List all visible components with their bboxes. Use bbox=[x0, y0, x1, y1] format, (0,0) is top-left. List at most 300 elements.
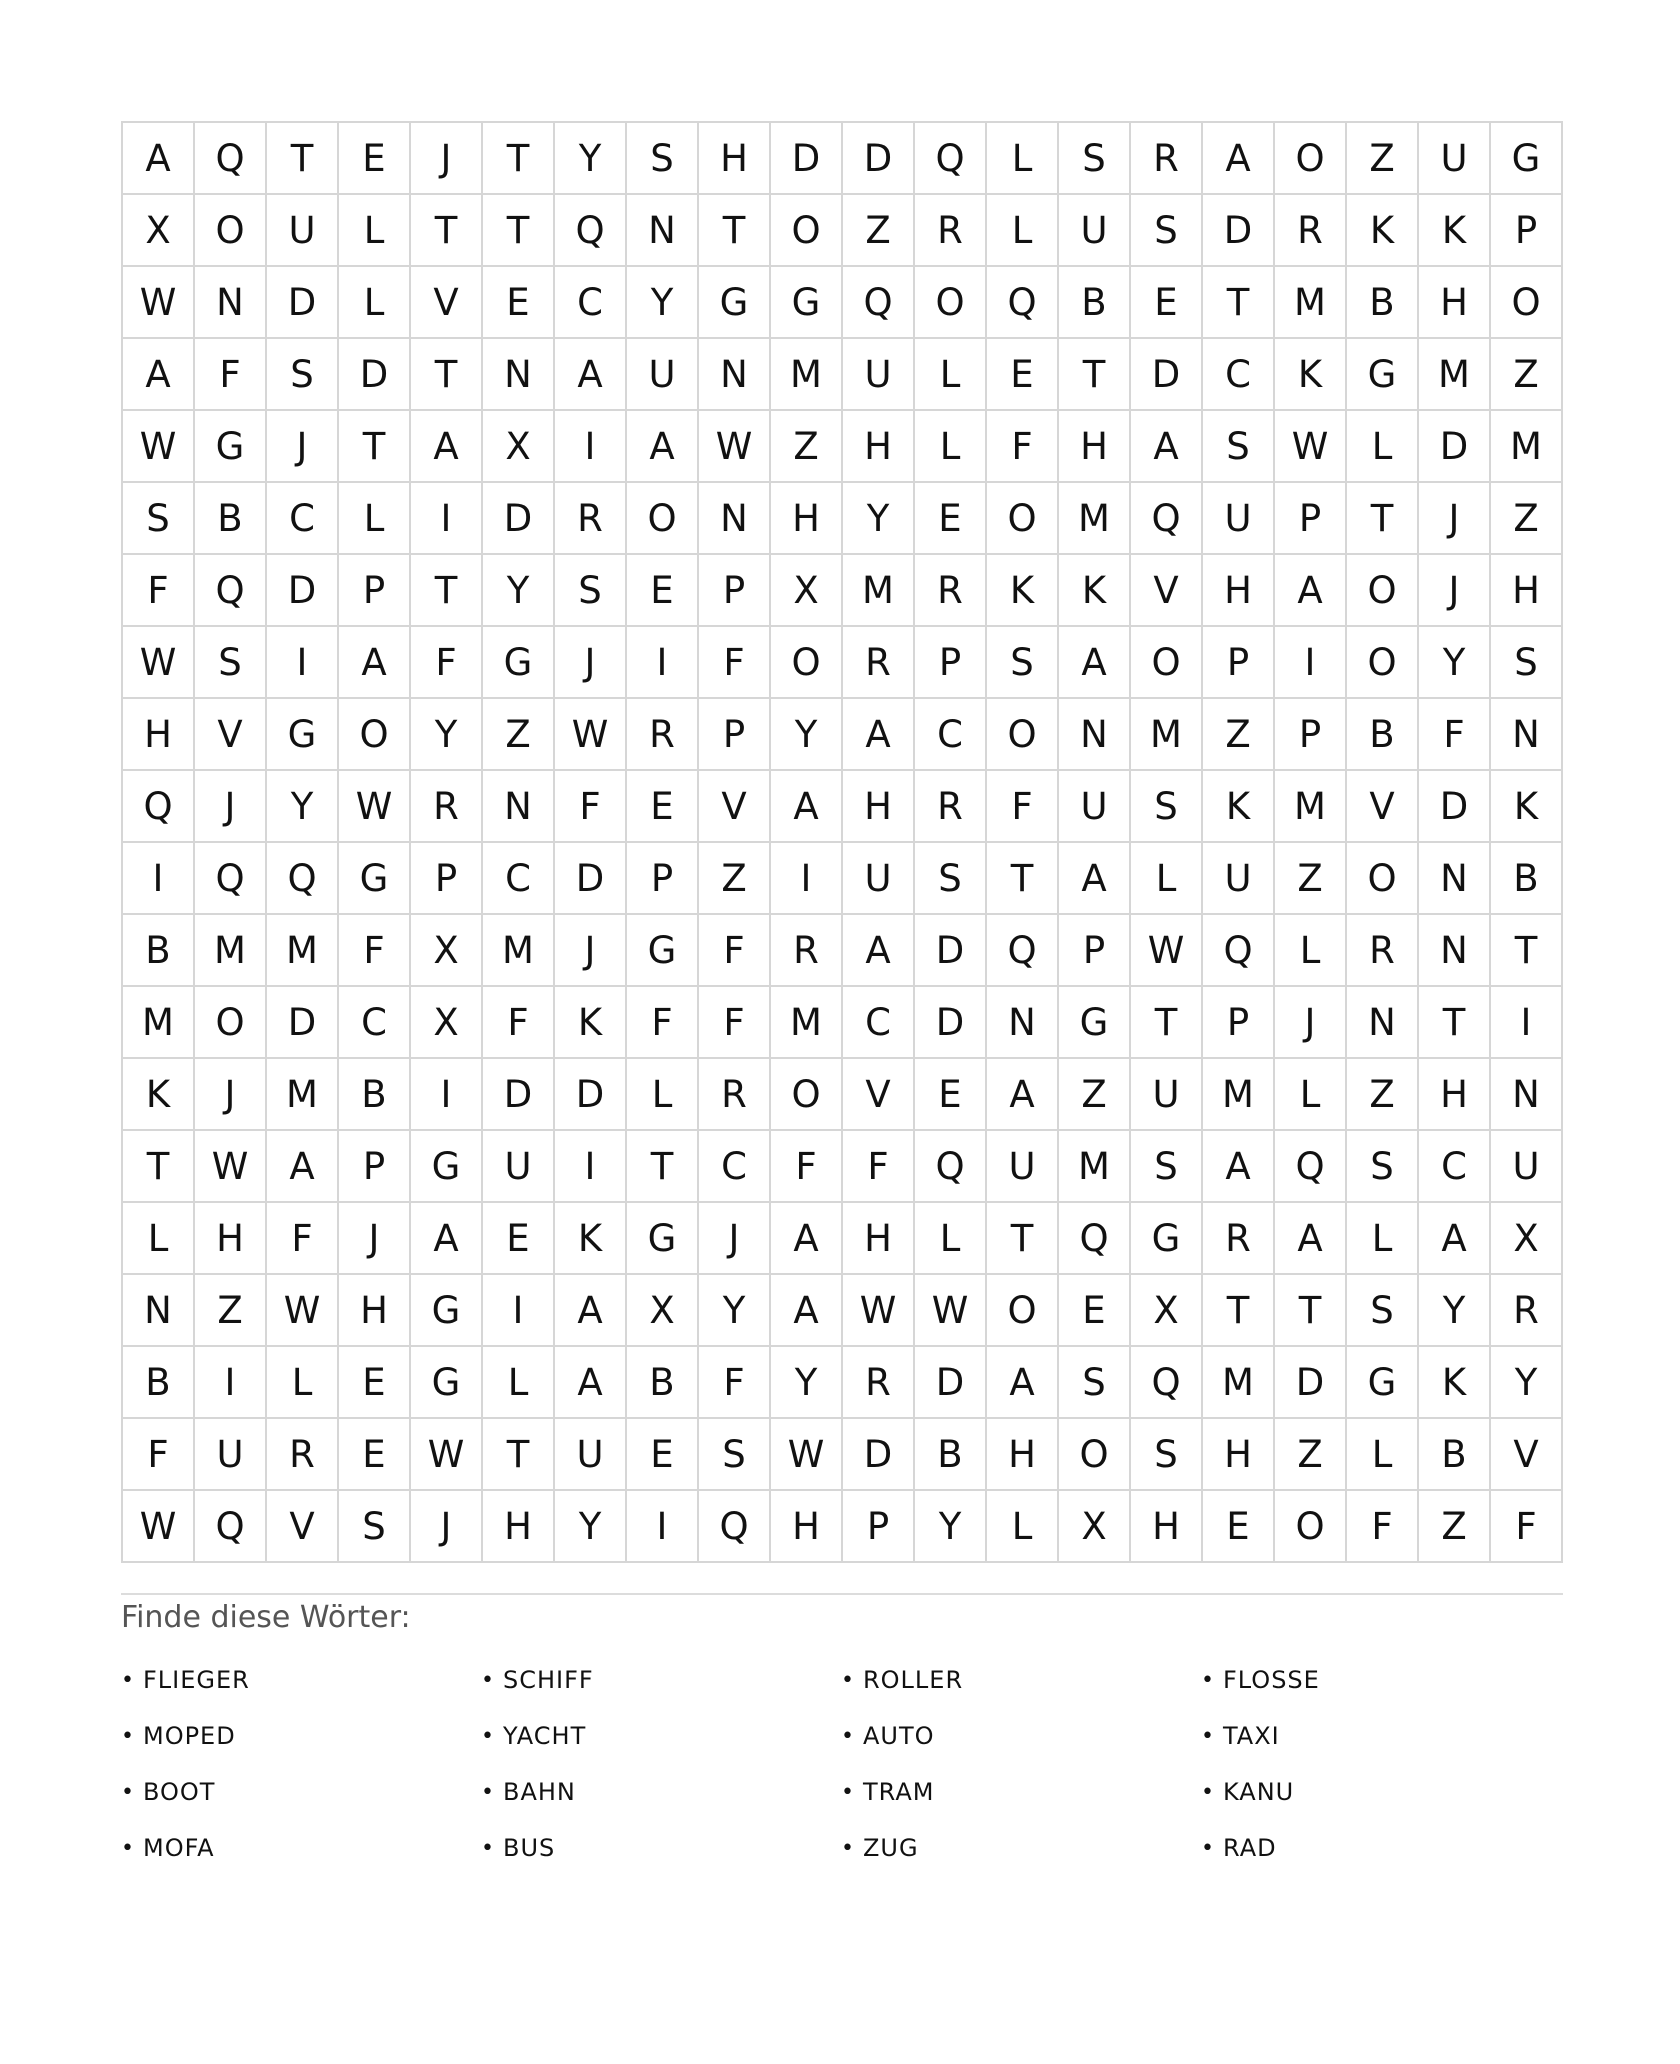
grid-cell[interactable]: G bbox=[627, 1203, 699, 1275]
grid-cell[interactable]: I bbox=[411, 1059, 483, 1131]
grid-cell[interactable]: I bbox=[1275, 627, 1347, 699]
grid-cell[interactable]: O bbox=[1491, 267, 1563, 339]
grid-cell[interactable]: O bbox=[987, 1275, 1059, 1347]
grid-cell[interactable]: Z bbox=[1347, 123, 1419, 195]
grid-cell[interactable]: F bbox=[123, 555, 195, 627]
grid-cell[interactable]: M bbox=[483, 915, 555, 987]
grid-cell[interactable]: G bbox=[1491, 123, 1563, 195]
grid-cell[interactable]: E bbox=[627, 555, 699, 627]
grid-cell[interactable]: Q bbox=[1203, 915, 1275, 987]
grid-cell[interactable]: A bbox=[1203, 1131, 1275, 1203]
grid-cell[interactable]: O bbox=[195, 987, 267, 1059]
grid-cell[interactable]: R bbox=[915, 771, 987, 843]
grid-cell[interactable]: E bbox=[339, 123, 411, 195]
grid-cell[interactable]: Y bbox=[555, 1491, 627, 1563]
grid-cell[interactable]: H bbox=[339, 1275, 411, 1347]
grid-cell[interactable]: B bbox=[1491, 843, 1563, 915]
grid-cell[interactable]: Z bbox=[195, 1275, 267, 1347]
grid-cell[interactable]: L bbox=[987, 123, 1059, 195]
grid-cell[interactable]: H bbox=[1419, 1059, 1491, 1131]
grid-cell[interactable]: U bbox=[843, 843, 915, 915]
grid-cell[interactable]: O bbox=[771, 195, 843, 267]
grid-cell[interactable]: L bbox=[627, 1059, 699, 1131]
grid-cell[interactable]: G bbox=[771, 267, 843, 339]
grid-cell[interactable]: A bbox=[555, 339, 627, 411]
grid-cell[interactable]: Y bbox=[771, 699, 843, 771]
grid-cell[interactable]: L bbox=[987, 195, 1059, 267]
grid-cell[interactable]: H bbox=[1131, 1491, 1203, 1563]
grid-cell[interactable]: S bbox=[699, 1419, 771, 1491]
grid-cell[interactable]: T bbox=[987, 843, 1059, 915]
grid-cell[interactable]: N bbox=[1491, 1059, 1563, 1131]
grid-cell[interactable]: M bbox=[771, 987, 843, 1059]
grid-cell[interactable]: P bbox=[339, 1131, 411, 1203]
grid-cell[interactable]: F bbox=[699, 627, 771, 699]
grid-cell[interactable]: N bbox=[987, 987, 1059, 1059]
grid-cell[interactable]: D bbox=[1203, 195, 1275, 267]
grid-cell[interactable]: K bbox=[1419, 1347, 1491, 1419]
grid-cell[interactable]: B bbox=[1419, 1419, 1491, 1491]
grid-cell[interactable]: F bbox=[123, 1419, 195, 1491]
grid-cell[interactable]: Y bbox=[915, 1491, 987, 1563]
grid-cell[interactable]: V bbox=[699, 771, 771, 843]
grid-cell[interactable]: W bbox=[123, 267, 195, 339]
grid-cell[interactable]: C bbox=[843, 987, 915, 1059]
grid-cell[interactable]: K bbox=[1347, 195, 1419, 267]
grid-cell[interactable]: N bbox=[1491, 699, 1563, 771]
grid-cell[interactable]: D bbox=[267, 267, 339, 339]
grid-cell[interactable]: P bbox=[411, 843, 483, 915]
grid-cell[interactable]: V bbox=[411, 267, 483, 339]
grid-cell[interactable]: M bbox=[1203, 1347, 1275, 1419]
grid-cell[interactable]: C bbox=[339, 987, 411, 1059]
grid-cell[interactable]: Y bbox=[843, 483, 915, 555]
grid-cell[interactable]: J bbox=[1275, 987, 1347, 1059]
grid-cell[interactable]: E bbox=[627, 771, 699, 843]
grid-cell[interactable]: S bbox=[1347, 1275, 1419, 1347]
grid-cell[interactable]: Q bbox=[555, 195, 627, 267]
grid-cell[interactable]: T bbox=[1203, 267, 1275, 339]
grid-cell[interactable]: P bbox=[339, 555, 411, 627]
grid-cell[interactable]: K bbox=[1059, 555, 1131, 627]
grid-cell[interactable]: D bbox=[1419, 771, 1491, 843]
grid-cell[interactable]: I bbox=[627, 1491, 699, 1563]
grid-cell[interactable]: L bbox=[1347, 411, 1419, 483]
grid-cell[interactable]: W bbox=[915, 1275, 987, 1347]
grid-cell[interactable]: M bbox=[195, 915, 267, 987]
grid-cell[interactable]: T bbox=[267, 123, 339, 195]
grid-cell[interactable]: S bbox=[1131, 195, 1203, 267]
grid-cell[interactable]: Q bbox=[699, 1491, 771, 1563]
grid-cell[interactable]: W bbox=[339, 771, 411, 843]
grid-cell[interactable]: Q bbox=[123, 771, 195, 843]
grid-cell[interactable]: P bbox=[699, 699, 771, 771]
grid-cell[interactable]: S bbox=[339, 1491, 411, 1563]
grid-cell[interactable]: U bbox=[1059, 195, 1131, 267]
grid-cell[interactable]: Q bbox=[195, 843, 267, 915]
grid-cell[interactable]: Q bbox=[195, 555, 267, 627]
grid-cell[interactable]: K bbox=[1275, 339, 1347, 411]
grid-cell[interactable]: W bbox=[699, 411, 771, 483]
grid-cell[interactable]: A bbox=[1059, 627, 1131, 699]
grid-cell[interactable]: T bbox=[339, 411, 411, 483]
grid-cell[interactable]: R bbox=[915, 195, 987, 267]
grid-cell[interactable]: S bbox=[987, 627, 1059, 699]
grid-cell[interactable]: L bbox=[1275, 1059, 1347, 1131]
grid-cell[interactable]: A bbox=[1059, 843, 1131, 915]
grid-cell[interactable]: V bbox=[1347, 771, 1419, 843]
grid-cell[interactable]: S bbox=[1059, 123, 1131, 195]
grid-cell[interactable]: G bbox=[1347, 1347, 1419, 1419]
grid-cell[interactable]: G bbox=[1131, 1203, 1203, 1275]
grid-cell[interactable]: Y bbox=[627, 267, 699, 339]
grid-cell[interactable]: Q bbox=[987, 267, 1059, 339]
grid-cell[interactable]: G bbox=[339, 843, 411, 915]
grid-cell[interactable]: A bbox=[267, 1131, 339, 1203]
grid-cell[interactable]: A bbox=[771, 1275, 843, 1347]
grid-cell[interactable]: Z bbox=[1203, 699, 1275, 771]
grid-cell[interactable]: G bbox=[483, 627, 555, 699]
grid-cell[interactable]: S bbox=[1203, 411, 1275, 483]
grid-cell[interactable]: B bbox=[339, 1059, 411, 1131]
grid-cell[interactable]: R bbox=[1347, 915, 1419, 987]
grid-cell[interactable]: F bbox=[555, 771, 627, 843]
grid-cell[interactable]: J bbox=[339, 1203, 411, 1275]
grid-cell[interactable]: G bbox=[411, 1347, 483, 1419]
grid-cell[interactable]: D bbox=[915, 915, 987, 987]
grid-cell[interactable]: Y bbox=[267, 771, 339, 843]
grid-cell[interactable]: C bbox=[699, 1131, 771, 1203]
grid-cell[interactable]: L bbox=[339, 267, 411, 339]
grid-cell[interactable]: C bbox=[555, 267, 627, 339]
grid-cell[interactable]: T bbox=[411, 195, 483, 267]
grid-cell[interactable]: H bbox=[987, 1419, 1059, 1491]
grid-cell[interactable]: M bbox=[843, 555, 915, 627]
grid-cell[interactable]: Z bbox=[483, 699, 555, 771]
grid-cell[interactable]: G bbox=[627, 915, 699, 987]
grid-cell[interactable]: Q bbox=[987, 915, 1059, 987]
grid-cell[interactable]: J bbox=[267, 411, 339, 483]
grid-cell[interactable]: O bbox=[1275, 1491, 1347, 1563]
grid-cell[interactable]: H bbox=[483, 1491, 555, 1563]
grid-cell[interactable]: G bbox=[1059, 987, 1131, 1059]
grid-cell[interactable]: O bbox=[915, 267, 987, 339]
grid-cell[interactable]: T bbox=[483, 195, 555, 267]
grid-cell[interactable]: F bbox=[483, 987, 555, 1059]
grid-cell[interactable]: O bbox=[1131, 627, 1203, 699]
grid-cell[interactable]: B bbox=[627, 1347, 699, 1419]
grid-cell[interactable]: K bbox=[1203, 771, 1275, 843]
grid-cell[interactable]: J bbox=[699, 1203, 771, 1275]
grid-cell[interactable]: T bbox=[627, 1131, 699, 1203]
grid-cell[interactable]: H bbox=[843, 1203, 915, 1275]
grid-cell[interactable]: M bbox=[1275, 771, 1347, 843]
grid-cell[interactable]: T bbox=[411, 555, 483, 627]
grid-cell[interactable]: E bbox=[987, 339, 1059, 411]
grid-cell[interactable]: F bbox=[699, 987, 771, 1059]
grid-cell[interactable]: T bbox=[483, 123, 555, 195]
grid-cell[interactable]: Q bbox=[1275, 1131, 1347, 1203]
grid-cell[interactable]: F bbox=[411, 627, 483, 699]
grid-cell[interactable]: A bbox=[411, 411, 483, 483]
grid-cell[interactable]: U bbox=[555, 1419, 627, 1491]
grid-cell[interactable]: C bbox=[483, 843, 555, 915]
grid-cell[interactable]: U bbox=[1203, 843, 1275, 915]
grid-cell[interactable]: T bbox=[483, 1419, 555, 1491]
grid-cell[interactable]: A bbox=[123, 339, 195, 411]
grid-cell[interactable]: Z bbox=[771, 411, 843, 483]
grid-cell[interactable]: B bbox=[1347, 699, 1419, 771]
grid-cell[interactable]: A bbox=[1203, 123, 1275, 195]
grid-cell[interactable]: X bbox=[411, 915, 483, 987]
grid-cell[interactable]: B bbox=[915, 1419, 987, 1491]
grid-cell[interactable]: S bbox=[1347, 1131, 1419, 1203]
grid-cell[interactable]: L bbox=[483, 1347, 555, 1419]
grid-cell[interactable]: G bbox=[699, 267, 771, 339]
grid-cell[interactable]: V bbox=[267, 1491, 339, 1563]
grid-cell[interactable]: H bbox=[1059, 411, 1131, 483]
grid-cell[interactable]: X bbox=[1059, 1491, 1131, 1563]
grid-cell[interactable]: A bbox=[1275, 1203, 1347, 1275]
grid-cell[interactable]: Q bbox=[915, 123, 987, 195]
grid-cell[interactable]: D bbox=[267, 987, 339, 1059]
grid-cell[interactable]: J bbox=[195, 771, 267, 843]
grid-cell[interactable]: J bbox=[411, 123, 483, 195]
grid-cell[interactable]: E bbox=[915, 1059, 987, 1131]
grid-cell[interactable]: S bbox=[1059, 1347, 1131, 1419]
grid-cell[interactable]: T bbox=[1347, 483, 1419, 555]
grid-cell[interactable]: H bbox=[843, 411, 915, 483]
grid-cell[interactable]: D bbox=[1419, 411, 1491, 483]
grid-cell[interactable]: I bbox=[483, 1275, 555, 1347]
grid-cell[interactable]: L bbox=[123, 1203, 195, 1275]
grid-cell[interactable]: X bbox=[771, 555, 843, 627]
grid-cell[interactable]: C bbox=[1419, 1131, 1491, 1203]
grid-cell[interactable]: R bbox=[699, 1059, 771, 1131]
grid-cell[interactable]: X bbox=[123, 195, 195, 267]
grid-cell[interactable]: R bbox=[843, 1347, 915, 1419]
grid-cell[interactable]: H bbox=[1203, 1419, 1275, 1491]
grid-cell[interactable]: Z bbox=[1491, 483, 1563, 555]
grid-cell[interactable]: U bbox=[195, 1419, 267, 1491]
grid-cell[interactable]: D bbox=[915, 1347, 987, 1419]
grid-cell[interactable]: R bbox=[627, 699, 699, 771]
grid-cell[interactable]: B bbox=[195, 483, 267, 555]
grid-cell[interactable]: U bbox=[483, 1131, 555, 1203]
grid-cell[interactable]: Q bbox=[1131, 1347, 1203, 1419]
grid-cell[interactable]: A bbox=[1131, 411, 1203, 483]
grid-cell[interactable]: I bbox=[555, 1131, 627, 1203]
grid-cell[interactable]: F bbox=[627, 987, 699, 1059]
grid-cell[interactable]: D bbox=[555, 843, 627, 915]
grid-cell[interactable]: V bbox=[1131, 555, 1203, 627]
grid-cell[interactable]: J bbox=[555, 915, 627, 987]
grid-cell[interactable]: F bbox=[195, 339, 267, 411]
grid-cell[interactable]: E bbox=[1203, 1491, 1275, 1563]
grid-cell[interactable]: K bbox=[123, 1059, 195, 1131]
grid-cell[interactable]: G bbox=[195, 411, 267, 483]
grid-cell[interactable]: O bbox=[771, 1059, 843, 1131]
grid-cell[interactable]: S bbox=[195, 627, 267, 699]
grid-cell[interactable]: R bbox=[771, 915, 843, 987]
grid-cell[interactable]: S bbox=[1131, 771, 1203, 843]
grid-cell[interactable]: H bbox=[843, 771, 915, 843]
grid-cell[interactable]: P bbox=[1203, 627, 1275, 699]
grid-cell[interactable]: R bbox=[915, 555, 987, 627]
grid-cell[interactable]: J bbox=[1419, 555, 1491, 627]
grid-cell[interactable]: C bbox=[915, 699, 987, 771]
grid-cell[interactable]: X bbox=[1131, 1275, 1203, 1347]
grid-cell[interactable]: K bbox=[555, 1203, 627, 1275]
grid-cell[interactable]: E bbox=[339, 1347, 411, 1419]
grid-cell[interactable]: Y bbox=[483, 555, 555, 627]
grid-cell[interactable]: B bbox=[1347, 267, 1419, 339]
grid-cell[interactable]: P bbox=[1275, 699, 1347, 771]
grid-cell[interactable]: Q bbox=[195, 1491, 267, 1563]
grid-cell[interactable]: Y bbox=[771, 1347, 843, 1419]
grid-cell[interactable]: A bbox=[411, 1203, 483, 1275]
grid-cell[interactable]: Q bbox=[843, 267, 915, 339]
grid-cell[interactable]: A bbox=[1419, 1203, 1491, 1275]
grid-cell[interactable]: D bbox=[483, 483, 555, 555]
grid-cell[interactable]: A bbox=[627, 411, 699, 483]
grid-cell[interactable]: N bbox=[1347, 987, 1419, 1059]
grid-cell[interactable]: A bbox=[987, 1059, 1059, 1131]
grid-cell[interactable]: O bbox=[195, 195, 267, 267]
grid-cell[interactable]: R bbox=[411, 771, 483, 843]
grid-cell[interactable]: F bbox=[699, 1347, 771, 1419]
grid-cell[interactable]: K bbox=[555, 987, 627, 1059]
grid-cell[interactable]: G bbox=[411, 1131, 483, 1203]
grid-cell[interactable]: R bbox=[1491, 1275, 1563, 1347]
grid-cell[interactable]: L bbox=[267, 1347, 339, 1419]
grid-cell[interactable]: I bbox=[411, 483, 483, 555]
grid-cell[interactable]: Y bbox=[699, 1275, 771, 1347]
grid-cell[interactable]: N bbox=[1059, 699, 1131, 771]
grid-cell[interactable]: A bbox=[339, 627, 411, 699]
grid-cell[interactable]: K bbox=[1419, 195, 1491, 267]
grid-cell[interactable]: H bbox=[771, 483, 843, 555]
grid-cell[interactable]: T bbox=[1203, 1275, 1275, 1347]
grid-cell[interactable]: Z bbox=[1059, 1059, 1131, 1131]
grid-cell[interactable]: K bbox=[987, 555, 1059, 627]
grid-cell[interactable]: O bbox=[771, 627, 843, 699]
grid-cell[interactable]: A bbox=[1275, 555, 1347, 627]
grid-cell[interactable]: D bbox=[843, 1419, 915, 1491]
grid-cell[interactable]: Y bbox=[1419, 627, 1491, 699]
grid-cell[interactable]: S bbox=[267, 339, 339, 411]
grid-cell[interactable]: I bbox=[1491, 987, 1563, 1059]
grid-cell[interactable]: B bbox=[1059, 267, 1131, 339]
grid-cell[interactable]: E bbox=[1059, 1275, 1131, 1347]
grid-cell[interactable]: E bbox=[339, 1419, 411, 1491]
grid-cell[interactable]: M bbox=[267, 1059, 339, 1131]
grid-cell[interactable]: E bbox=[483, 1203, 555, 1275]
grid-cell[interactable]: F bbox=[987, 411, 1059, 483]
grid-cell[interactable]: Q bbox=[195, 123, 267, 195]
grid-cell[interactable]: A bbox=[771, 771, 843, 843]
grid-cell[interactable]: D bbox=[483, 1059, 555, 1131]
grid-cell[interactable]: Q bbox=[267, 843, 339, 915]
grid-cell[interactable]: M bbox=[1131, 699, 1203, 771]
grid-cell[interactable]: T bbox=[987, 1203, 1059, 1275]
grid-cell[interactable]: R bbox=[555, 483, 627, 555]
grid-cell[interactable]: P bbox=[1275, 483, 1347, 555]
grid-cell[interactable]: M bbox=[771, 339, 843, 411]
grid-cell[interactable]: P bbox=[1491, 195, 1563, 267]
grid-cell[interactable]: J bbox=[1419, 483, 1491, 555]
grid-cell[interactable]: W bbox=[123, 411, 195, 483]
grid-cell[interactable]: D bbox=[555, 1059, 627, 1131]
grid-cell[interactable]: M bbox=[1419, 339, 1491, 411]
grid-cell[interactable]: T bbox=[123, 1131, 195, 1203]
grid-cell[interactable]: Z bbox=[1491, 339, 1563, 411]
grid-cell[interactable]: C bbox=[267, 483, 339, 555]
grid-cell[interactable]: N bbox=[483, 339, 555, 411]
grid-cell[interactable]: S bbox=[1131, 1131, 1203, 1203]
grid-cell[interactable]: D bbox=[915, 987, 987, 1059]
grid-cell[interactable]: D bbox=[771, 123, 843, 195]
grid-cell[interactable]: P bbox=[699, 555, 771, 627]
grid-cell[interactable]: I bbox=[771, 843, 843, 915]
grid-cell[interactable]: L bbox=[915, 1203, 987, 1275]
grid-cell[interactable]: R bbox=[1131, 123, 1203, 195]
grid-cell[interactable]: Y bbox=[555, 123, 627, 195]
grid-cell[interactable]: M bbox=[1059, 483, 1131, 555]
grid-cell[interactable]: R bbox=[1203, 1203, 1275, 1275]
grid-cell[interactable]: A bbox=[843, 915, 915, 987]
grid-cell[interactable]: T bbox=[1419, 987, 1491, 1059]
grid-cell[interactable]: L bbox=[1275, 915, 1347, 987]
grid-cell[interactable]: Z bbox=[1275, 1419, 1347, 1491]
grid-cell[interactable]: S bbox=[555, 555, 627, 627]
grid-cell[interactable]: A bbox=[555, 1275, 627, 1347]
grid-cell[interactable]: M bbox=[1203, 1059, 1275, 1131]
grid-cell[interactable]: X bbox=[411, 987, 483, 1059]
grid-cell[interactable]: Z bbox=[699, 843, 771, 915]
grid-cell[interactable]: F bbox=[987, 771, 1059, 843]
grid-cell[interactable]: P bbox=[1059, 915, 1131, 987]
grid-cell[interactable]: V bbox=[195, 699, 267, 771]
grid-cell[interactable]: F bbox=[267, 1203, 339, 1275]
grid-cell[interactable]: S bbox=[1491, 627, 1563, 699]
grid-cell[interactable]: O bbox=[987, 699, 1059, 771]
grid-cell[interactable]: W bbox=[195, 1131, 267, 1203]
grid-cell[interactable]: F bbox=[1419, 699, 1491, 771]
grid-cell[interactable]: E bbox=[483, 267, 555, 339]
grid-cell[interactable]: T bbox=[1131, 987, 1203, 1059]
grid-cell[interactable]: H bbox=[123, 699, 195, 771]
grid-cell[interactable]: W bbox=[1131, 915, 1203, 987]
grid-cell[interactable]: L bbox=[915, 411, 987, 483]
grid-cell[interactable]: P bbox=[1203, 987, 1275, 1059]
grid-cell[interactable]: L bbox=[339, 195, 411, 267]
grid-cell[interactable]: W bbox=[411, 1419, 483, 1491]
grid-cell[interactable]: A bbox=[843, 699, 915, 771]
grid-cell[interactable]: Q bbox=[1131, 483, 1203, 555]
grid-cell[interactable]: T bbox=[411, 339, 483, 411]
grid-cell[interactable]: V bbox=[843, 1059, 915, 1131]
grid-cell[interactable]: O bbox=[987, 483, 1059, 555]
grid-cell[interactable]: U bbox=[843, 339, 915, 411]
grid-cell[interactable]: S bbox=[915, 843, 987, 915]
grid-cell[interactable]: W bbox=[267, 1275, 339, 1347]
grid-cell[interactable]: I bbox=[267, 627, 339, 699]
grid-cell[interactable]: N bbox=[123, 1275, 195, 1347]
grid-cell[interactable]: C bbox=[1203, 339, 1275, 411]
grid-cell[interactable]: Y bbox=[1491, 1347, 1563, 1419]
grid-cell[interactable]: B bbox=[123, 915, 195, 987]
